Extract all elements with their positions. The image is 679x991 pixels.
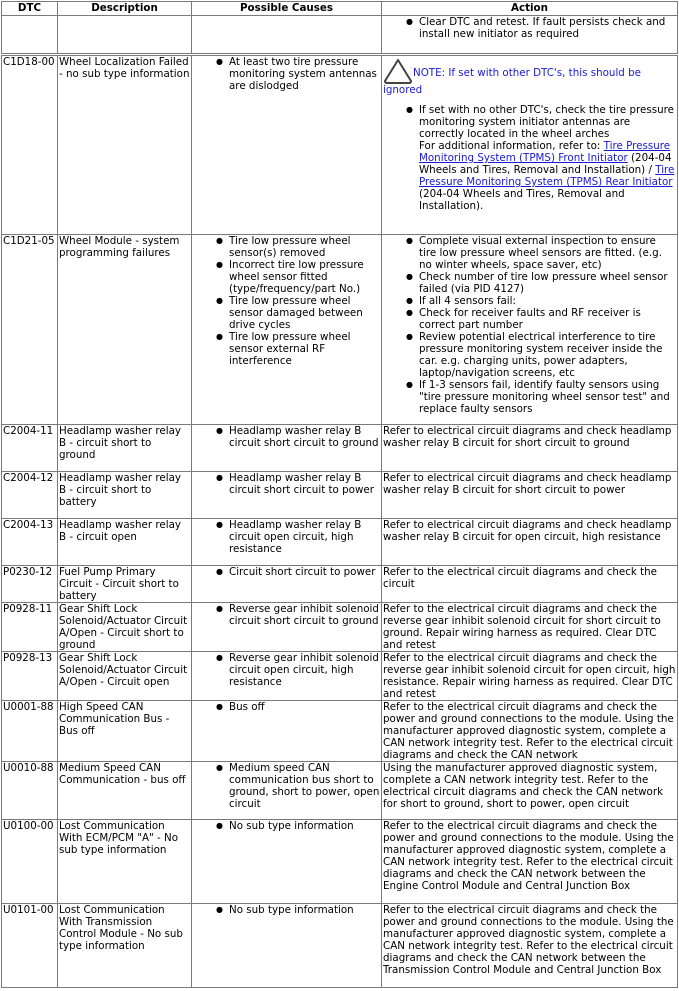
dtc-code: U0010-88 [2, 762, 58, 820]
table-row [2, 701, 678, 762]
action-item: ● Clear DTC and retest. If fault persists check and install new initiator as required [419, 16, 676, 40]
dtc-description [58, 16, 192, 55]
action-item: ● If set with no other DTC's, check the tire pressure monitoring system initiator antennas are correctly located in the wheel arches For additional information, refer to: Tire Pressure Monitoring System (TPMS) Front Initiator (204-04 Wheels and Tires, Removal and Installation) / Tire Pressure Monitoring System (TPMS) Rear Initiator (204-04 Wheels and Tires, Removal and Installation). [419, 104, 676, 212]
cause-item: ● Reverse gear inhibit solenoid circuit short circuit to ground [229, 603, 380, 627]
action [382, 16, 678, 55]
dtc-description: High Speed CAN Communication Bus - Bus off [58, 701, 192, 762]
dtc-description: Fuel Pump Primary Circuit - Circuit short to battery [58, 566, 192, 603]
table-row [2, 762, 678, 820]
note [383, 58, 676, 96]
table-row [2, 472, 678, 519]
action: Using the manufacturer approved diagnostic system, complete a CAN network integrity test. Refer to the electrical circuit diagrams and check the CAN network for short to ground, short to power, open circuit [382, 762, 678, 820]
action: Refer to the electrical circuit diagrams and check the power and ground connections to the module. Using the manufacturer approved diagnostic system, complete a CAN network integrity test. Refer to the electrical circuit diagrams and check the CAN network between the Engine Control Module and Central Junction Box [382, 820, 678, 904]
action: Refer to the electrical circuit diagrams and check the reverse gear inhibit solenoid circuit for short circuit to ground. Repair wiring harness as required. Clear DTC and retest [382, 603, 678, 652]
action-item: ● Review potential electrical interference to tire pressure monitoring system receiver inside the car. e.g. charging units, power adapters, laptop/navigation screens, etc [419, 331, 676, 379]
header-possible-causes: Possible Causes [192, 2, 382, 16]
cause-item: ● Incorrect tire low pressure wheel sensor fitted (type/frequency/part No.) [229, 259, 380, 295]
possible-causes [192, 425, 382, 472]
action-item: ● Complete visual external inspection to ensure tire low pressure wheel sensors are fitted. (e.g. no winter wheels, space saver, etc) [419, 235, 676, 271]
cause-item: ● Circuit short circuit to power [229, 566, 380, 578]
possible-causes [192, 55, 382, 235]
cause-item: ● Tire low pressure wheel sensor(s) removed [229, 235, 380, 259]
table-row [2, 820, 678, 904]
possible-causes [192, 762, 382, 820]
dtc-code: C2004-11 [2, 425, 58, 472]
table-row [2, 425, 678, 472]
table-row [2, 652, 678, 701]
dtc-code: U0100-00 [2, 820, 58, 904]
action: Refer to electrical circuit diagrams and check headlamp washer relay B circuit for short circuit to power [382, 472, 678, 519]
cause-item: ● Medium speed CAN communication bus short to ground, short to power, open circuit [229, 762, 380, 810]
dtc-code: U0101-00 [2, 904, 58, 988]
dtc-description: Headlamp washer relay B - circuit open [58, 519, 192, 566]
cause-item: ● Tire low pressure wheel sensor external RF interference [229, 331, 380, 367]
dtc-code: P0928-13 [2, 652, 58, 701]
dtc-description: Lost Communication With ECM/PCM "A" - No sub type information [58, 820, 192, 904]
dtc-description: Gear Shift Lock Solenoid/Actuator Circuit A/Open - Circuit open [58, 652, 192, 701]
cause-item: ● Headlamp washer relay B circuit short circuit to ground [229, 425, 380, 449]
dtc-table [1, 1, 678, 988]
dtc-description: Wheel Localization Failed - no sub type information [58, 55, 192, 235]
warning-triangle-icon [383, 58, 413, 84]
tpms-front-initiator-link[interactable]: Tire Pressure Monitoring System (TPMS) Front Initiator [419, 140, 671, 164]
table-row [2, 603, 678, 652]
dtc-description: Medium Speed CAN Communication - bus off [58, 762, 192, 820]
action: Refer to the electrical circuit diagrams and check the power and ground connections to the module. Using the manufacturer approved diagnostic system, complete a CAN network integrity test. Refer to the electrical circuit diagrams and check the CAN network [382, 701, 678, 762]
table-header [2, 2, 678, 16]
action [382, 235, 678, 425]
cause-item: ● Reverse gear inhibit solenoid circuit open circuit, high resistance [229, 652, 380, 688]
cause-item: ● Headlamp washer relay B circuit short circuit to power [229, 472, 380, 496]
header-description: Description [58, 2, 192, 16]
action-item: ● If 1-3 sensors fail, identify faulty sensors using "tire pressure monitoring wheel sensor test" and replace faulty sensors [419, 379, 676, 415]
action: Refer to the electrical circuit diagrams and check the power and ground connections to the module. Using the manufacturer approved diagnostic system, complete a CAN network integrity test. Refer to the electrical circuit diagrams and check the CAN network between the Transmission Control Module and Central Junction Box [382, 904, 678, 988]
header-dtc: DTC [2, 2, 58, 16]
dtc-code: C2004-13 [2, 519, 58, 566]
cause-item: ● At least two tire pressure monitoring system antennas are dislodged [229, 56, 380, 92]
dtc-code: U0001-88 [2, 701, 58, 762]
dtc-description: Wheel Module - system programming failures [58, 235, 192, 425]
cause-item: ● Headlamp washer relay B circuit open circuit, high resistance [229, 519, 380, 555]
dtc-description: Gear Shift Lock Solenoid/Actuator Circuit A/Open - Circuit short to ground [58, 603, 192, 652]
dtc-code: C1D21-05 [2, 235, 58, 425]
possible-causes [192, 652, 382, 701]
dtc-code: P0928-11 [2, 603, 58, 652]
note-text: NOTE: If set with other DTC's, this should be ignored [383, 67, 641, 96]
dtc-code: P0230-12 [2, 566, 58, 603]
possible-causes [192, 701, 382, 762]
dtc-code [2, 16, 58, 55]
action: Refer to electrical circuit diagrams and check headlamp washer relay B circuit for short circuit to ground [382, 425, 678, 472]
tpms-rear-initiator-link[interactable]: Tire Pressure Monitoring System (TPMS) Rear Initiator [419, 164, 675, 188]
possible-causes [192, 472, 382, 519]
possible-causes [192, 904, 382, 988]
possible-causes [192, 566, 382, 603]
dtc-code: C1D18-00 [2, 55, 58, 235]
action [382, 55, 678, 235]
action-item: ● Check for receiver faults and RF receiver is correct part number [419, 307, 676, 331]
possible-causes [192, 603, 382, 652]
cause-item: ● Bus off [229, 701, 380, 713]
action: Refer to the electrical circuit diagrams and check the reverse gear inhibit solenoid circuit for open circuit, high resistance. Repair wiring harness as required. Clear DTC and retest [382, 652, 678, 701]
dtc-description: Lost Communication With Transmission Control Module - No sub type information [58, 904, 192, 988]
table-row [2, 904, 678, 988]
table-row [2, 519, 678, 566]
action-item: ● If all 4 sensors fail: [419, 295, 676, 307]
action: Refer to the electrical circuit diagrams and check the circuit [382, 566, 678, 603]
dtc-description: Headlamp washer relay B - circuit short to ground [58, 425, 192, 472]
table-row [2, 55, 678, 235]
table-row [2, 16, 678, 55]
dtc-description: Headlamp washer relay B - circuit short to battery [58, 472, 192, 519]
possible-causes [192, 519, 382, 566]
cause-item: ● No sub type information [229, 820, 380, 832]
table-row [2, 235, 678, 425]
possible-causes [192, 820, 382, 904]
possible-causes [192, 235, 382, 425]
cause-item: ● No sub type information [229, 904, 380, 916]
dtc-code: C2004-12 [2, 472, 58, 519]
action: Refer to electrical circuit diagrams and check headlamp washer relay B circuit for open circuit, high resistance [382, 519, 678, 566]
cause-item: ● Tire low pressure wheel sensor damaged between drive cycles [229, 295, 380, 331]
possible-causes [192, 16, 382, 55]
action-item: ● Check number of tire low pressure wheel sensor failed (via PID 4127) [419, 271, 676, 295]
header-action: Action [382, 2, 678, 16]
table-row [2, 566, 678, 603]
